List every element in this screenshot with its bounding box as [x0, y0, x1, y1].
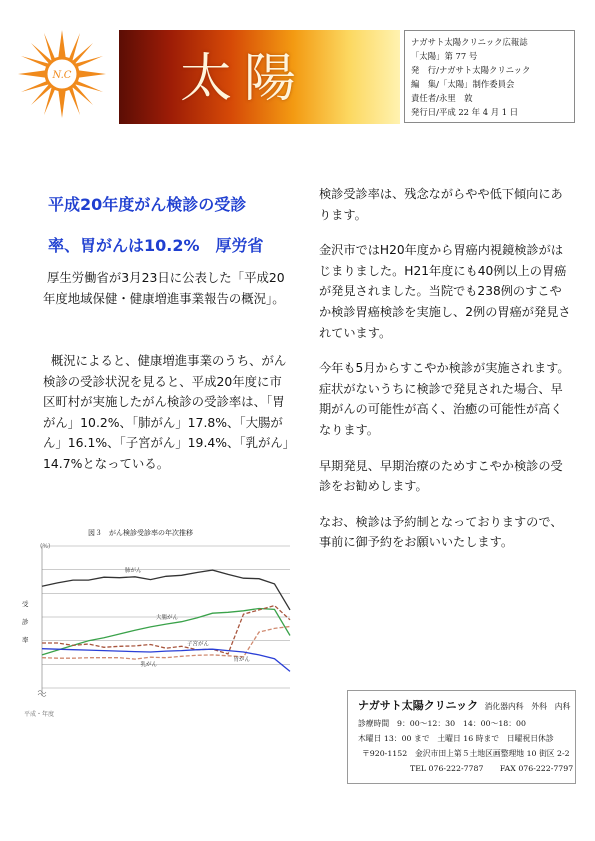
info-line: 「太陽」第 77 号	[411, 51, 478, 61]
article-headline-line2: 率、胃がんは10.2% 厚労省	[48, 236, 264, 255]
chart-series-label: 胃がん	[233, 657, 251, 664]
chart-title: 図３ がん検診受診率の年次推移	[88, 529, 193, 537]
svg-text:N.C: N.C	[52, 70, 72, 81]
clinic-fax: FAX 076-222-7797	[499, 764, 574, 773]
chart-series-label: 肺がん	[125, 567, 142, 574]
masthead-title: 太陽	[180, 49, 309, 109]
info-line: 編 集/「太陽」制作委員会	[411, 79, 515, 89]
info-line: 発行日/平成 22 年 4 月 1 日	[411, 107, 519, 117]
article-paragraph: 概況によると、健康増進事業のうち、がん検診の受診状況を見ると、平成20年度に市区町村が実施したがん検診の受診率は、「胃がん」10.2%、「肺がん」17.8%、「大腸がん」16.1%、「子宮がん」19.4%、「乳がん」14.7%となっている。	[43, 353, 289, 471]
chart-series-label: 子宮がん	[187, 641, 210, 648]
chart-series-line	[42, 606, 290, 654]
chart-series-label: 大腸がん	[156, 615, 179, 622]
chart-series-line	[42, 649, 290, 672]
sun-logo-icon	[18, 30, 106, 118]
chart-ylabel-char: 診	[22, 618, 29, 626]
info-line: ナガサト太陽クリニック広報誌	[411, 37, 528, 47]
publication-info-box	[404, 30, 575, 123]
chart-xlabel: 平成・年度	[24, 711, 55, 718]
article-paragraph: 厚生労働省が3月23日に公表した「平成20年度地域保健・健康増進事業報告の概況」。	[43, 270, 285, 306]
article-paragraph: なお、検診は予約制となっておりますので、事前に御予約をお願いいたします。	[319, 514, 563, 550]
chart-series-line	[42, 570, 290, 610]
clinic-hours: 診療時間 9：00〜12：30 14：00〜18：00	[358, 719, 526, 728]
clinic-departments: 消化器内科 外科 内科	[484, 702, 571, 711]
info-line: 責任者/永里 敦	[411, 93, 473, 103]
article-right-column	[319, 184, 571, 568]
clinic-address: 〒920-1152 金沢市田上第５土地区画整理地 10 街区 2-2	[362, 749, 570, 758]
article-paragraph: 早期発見、早期治療のためすこやか検診の受診をお勧めします。	[319, 458, 563, 494]
screening-rate-chart	[18, 520, 308, 720]
chart-ylabel-char: 率	[22, 636, 29, 644]
article-paragraph: 検診受診率は、残念ながらやや低下傾向にあります。	[319, 187, 563, 222]
info-line: 発 行/ナガサト太陽クリニック	[411, 65, 531, 75]
clinic-name: ナガサト太陽クリニック	[358, 699, 479, 712]
clinic-tel: TEL 076-222-7787	[410, 764, 484, 773]
article-paragraph: 金沢市ではH20年度から胃癌内視鏡検診がはじまりました。H21年度にも40例以上の胃癌が発見されました。当院でも238例のすこやか検診胃癌検診を実施し、2例の胃癌が発見されています。	[319, 243, 571, 340]
chart-ylabel-char: 受	[22, 600, 29, 608]
chart-series-label: 乳がん	[140, 662, 158, 669]
clinic-closed-days: 木曜日 13：00 まで 土曜日 16 時まで 日曜祝日休診	[358, 734, 554, 743]
chart-unit-label: (%)	[40, 543, 51, 550]
article-paragraph: 今年も5月からすこやか検診が実施されます。症状がないうちに検診で発見された場合、早期がんの可能性が高く、治癒の可能性が高くなります。	[319, 361, 570, 437]
clinic-contact-box	[347, 690, 576, 784]
article-headline-line1: 平成20年度がん検診の受診	[48, 195, 247, 214]
